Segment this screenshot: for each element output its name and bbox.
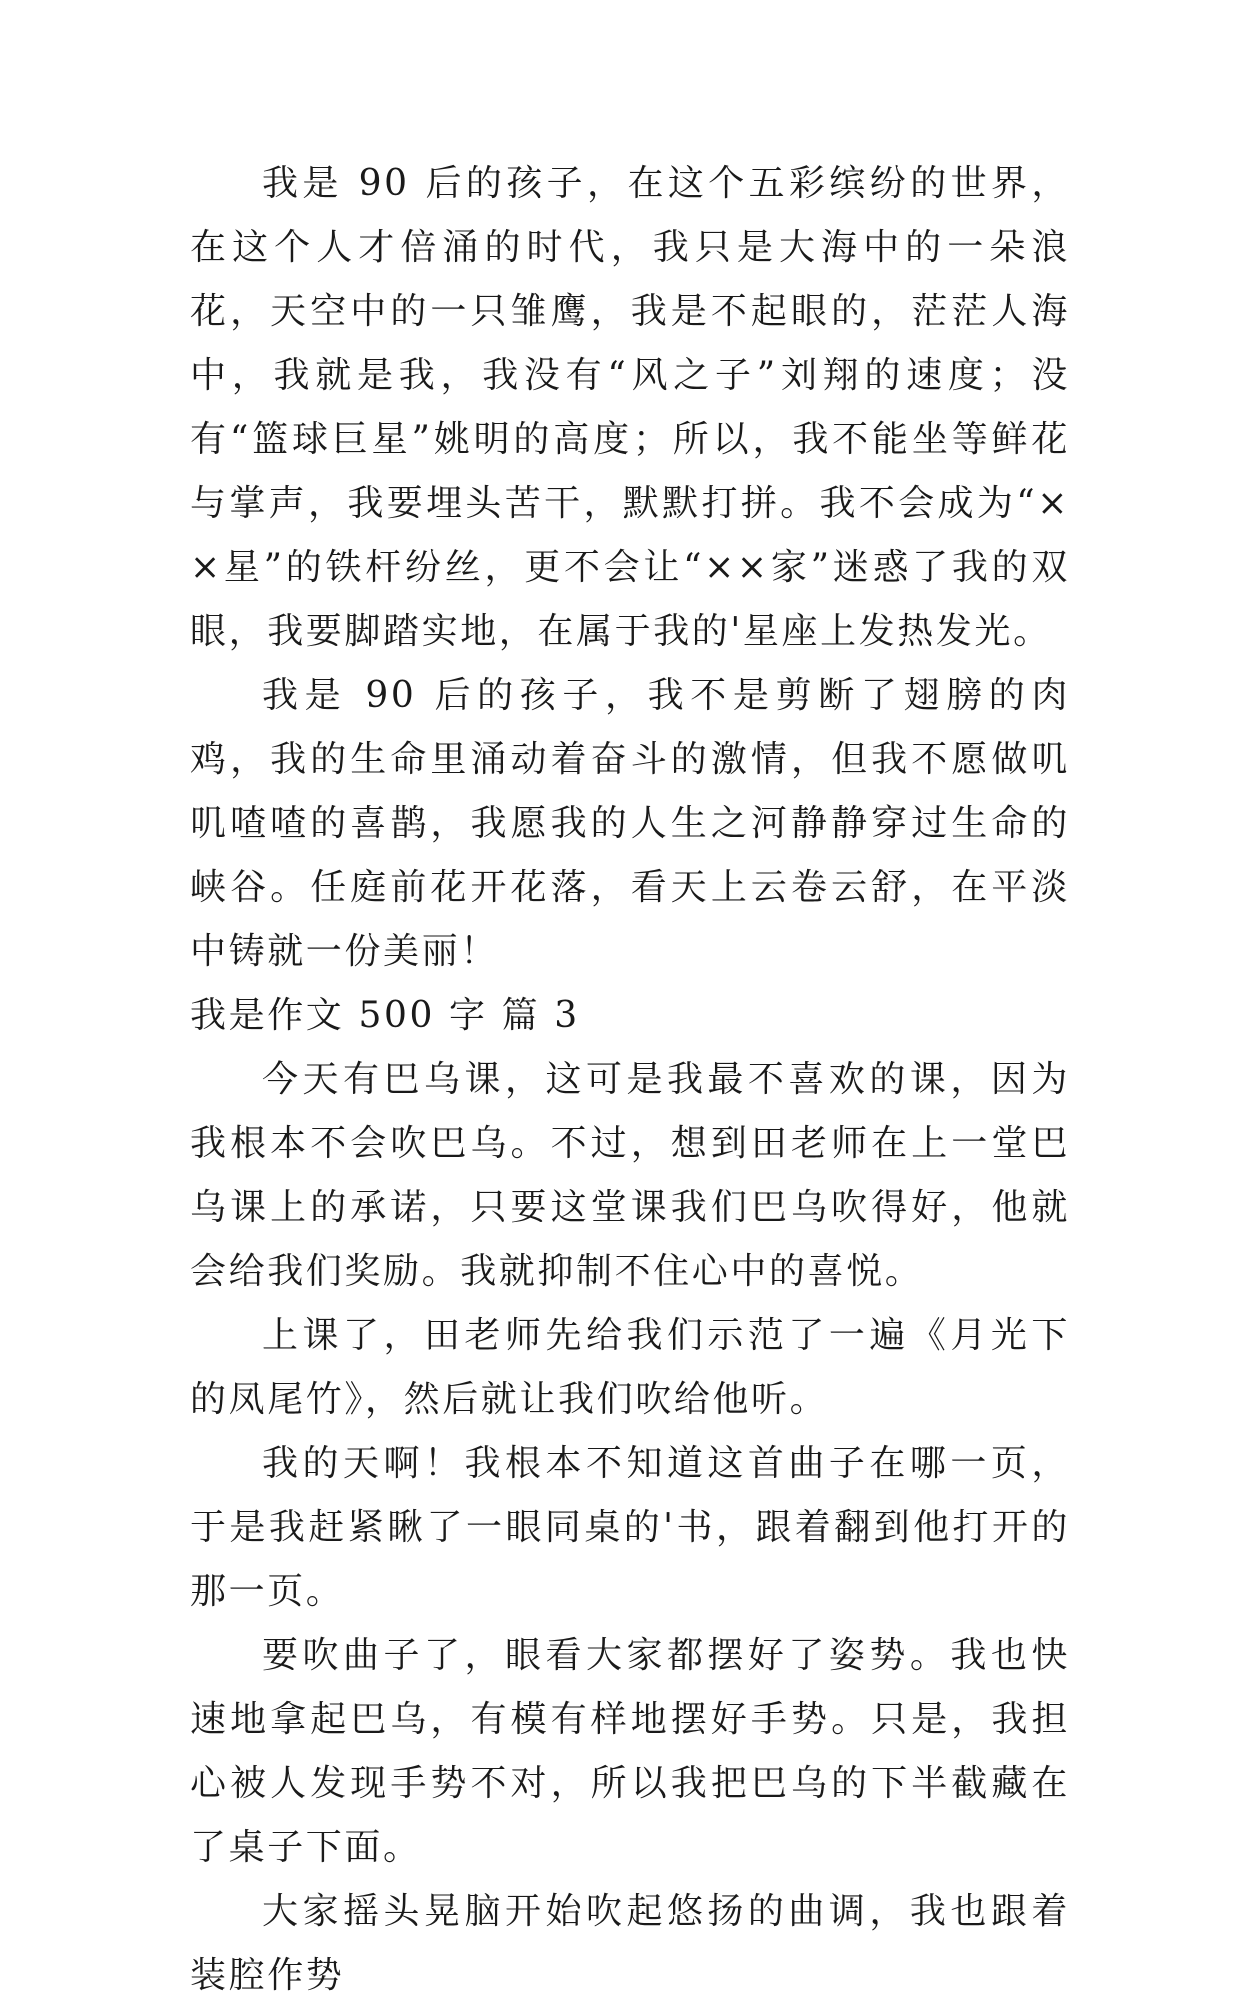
paragraph-2: 我是 90 后的孩子，我不是剪断了翅膀的肉鸡，我的生命里涌动着奋斗的激情，但我不愿做叽叽喳喳的喜鹊，我愿我的人生之河静静穿过生命的峡谷。任庭前花开花落，看天上云卷云舒，在平淡中铸就一份美丽！ (190, 675, 1070, 972)
paragraph-5: 我的天啊！我根本不知道这首曲子在哪一页，于是我赶紧瞅了一眼同桌的'书，跟着翻到他打开的那一页。 (190, 1443, 1070, 1612)
paragraph-1: 我是 90 后的孩子，在这个五彩缤纷的世界，在这个人才倍涌的时代，我只是大海中的一朵浪花，天空中的一只雏鹰，我是不起眼的，茫茫人海中，我就是我，我没有“风之子”刘翔的速度；没有“篮球巨星”姚明的高度；所以，我不能坐等鲜花与掌声，我要埋头苦干，默默打拼。我不会成为“××星”的铁杆纷丝，更不会让“××家”迷惑了我的双眼，我要脚踏实地，在属于我的'星座上发热发光。 (190, 163, 1070, 652)
paragraph-3: 今天有巴乌课，这可是我最不喜欢的课，因为我根本不会吹巴乌。不过，想到田老师在上一堂巴乌课上的承诺，只要这堂课我们巴乌吹得好，他就会给我们奖励。我就抑制不住心中的喜悦。 (190, 1059, 1070, 1292)
section-heading: 我是作文 500 字 篇 3 (190, 995, 580, 1036)
paragraph-7: 大家摇头晃脑开始吹起悠扬的曲调，我也跟着装腔作势 (190, 1891, 1070, 1996)
document-body (190, 152, 1070, 2008)
paragraph-4: 上课了，田老师先给我们示范了一遍《月光下的凤尾竹》，然后就让我们吹给他听。 (190, 1315, 1070, 1420)
paragraph-6: 要吹曲子了，眼看大家都摆好了姿势。我也快速地拿起巴乌，有模有样地摆好手势。只是，我担心被人发现手势不对，所以我把巴乌的下半截藏在了桌子下面。 (190, 1635, 1070, 1868)
